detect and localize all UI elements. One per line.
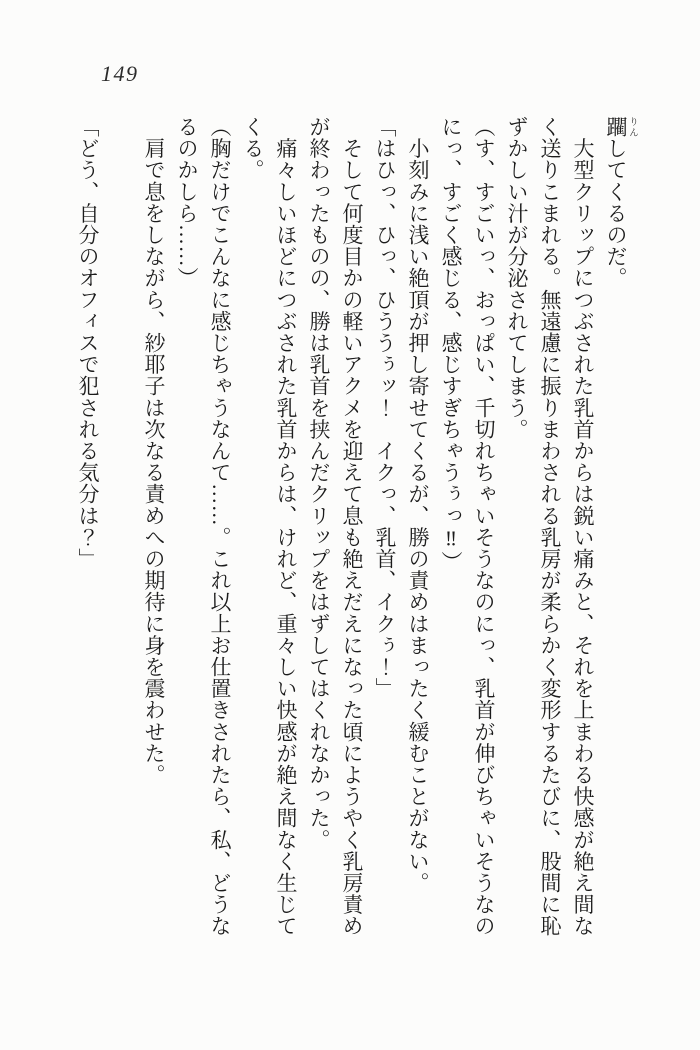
text-line: 痛々しいほどにつぶされた乳首からは、けれど、重々しい快感が絶え間なく生じて xyxy=(274,116,298,937)
text-line: にっ、すごく感じる、感じすぎちゃうぅっ‼） xyxy=(439,116,463,573)
ruby-base-character: 躙 xyxy=(604,116,628,138)
text-line: 大型クリップにつぶされた乳首からは鋭い痛みと、それを上まわる快感が絶え間な xyxy=(571,116,595,937)
ruby-annotation xyxy=(604,116,637,138)
text-line: 「どう、自分のオフィスで犯される気分は？」 xyxy=(76,116,100,570)
text-line: く送りこまれる。無遠慮に振りまわされる乳房が柔らかく変形するたびに、股間に恥 xyxy=(538,116,562,937)
text-block xyxy=(71,116,637,964)
text-line: が終わったものの、勝は乳首を挟んだクリップをはずしてはくれなかった。 xyxy=(307,116,331,851)
text-line: （胸だけでこんなに感じちゃうなんて……。これ以上お仕置きされたら、私、どうな xyxy=(208,116,232,937)
text-line: 小刻みに浅い絶頂が押し寄せてくるが、勝の責めはまったく緩むことがない。 xyxy=(406,116,430,894)
text-line: 肩で息をしながら、紗耶子は次なる責めへの期待に身を震わせた。 xyxy=(142,116,166,786)
furigana-text: りん xyxy=(627,116,637,138)
text-line: 「はひっ、ひっ、ひううぅッ！ イクっ、乳首、イクぅ！」 xyxy=(373,116,397,700)
text-line-continuation: してくるのだ。 xyxy=(604,137,628,289)
text-line: ずかしい汁が分泌されてしまう。 xyxy=(505,116,529,440)
text-line: るのかしら……） xyxy=(175,116,199,289)
text-line: くる。 xyxy=(241,116,265,181)
text-line xyxy=(599,116,637,964)
blank-line-spacer xyxy=(104,116,137,964)
text-line: （す、すごいっ、おっぱい、千切れちゃいそうなのにっ、乳首が伸びちゃいそうなの xyxy=(472,116,496,937)
text-line: そして何度目かの軽いアクメを迎えて息も絶えだえになった頃にようやく乳房責め xyxy=(340,116,364,937)
page-number: 149 xyxy=(101,61,139,86)
